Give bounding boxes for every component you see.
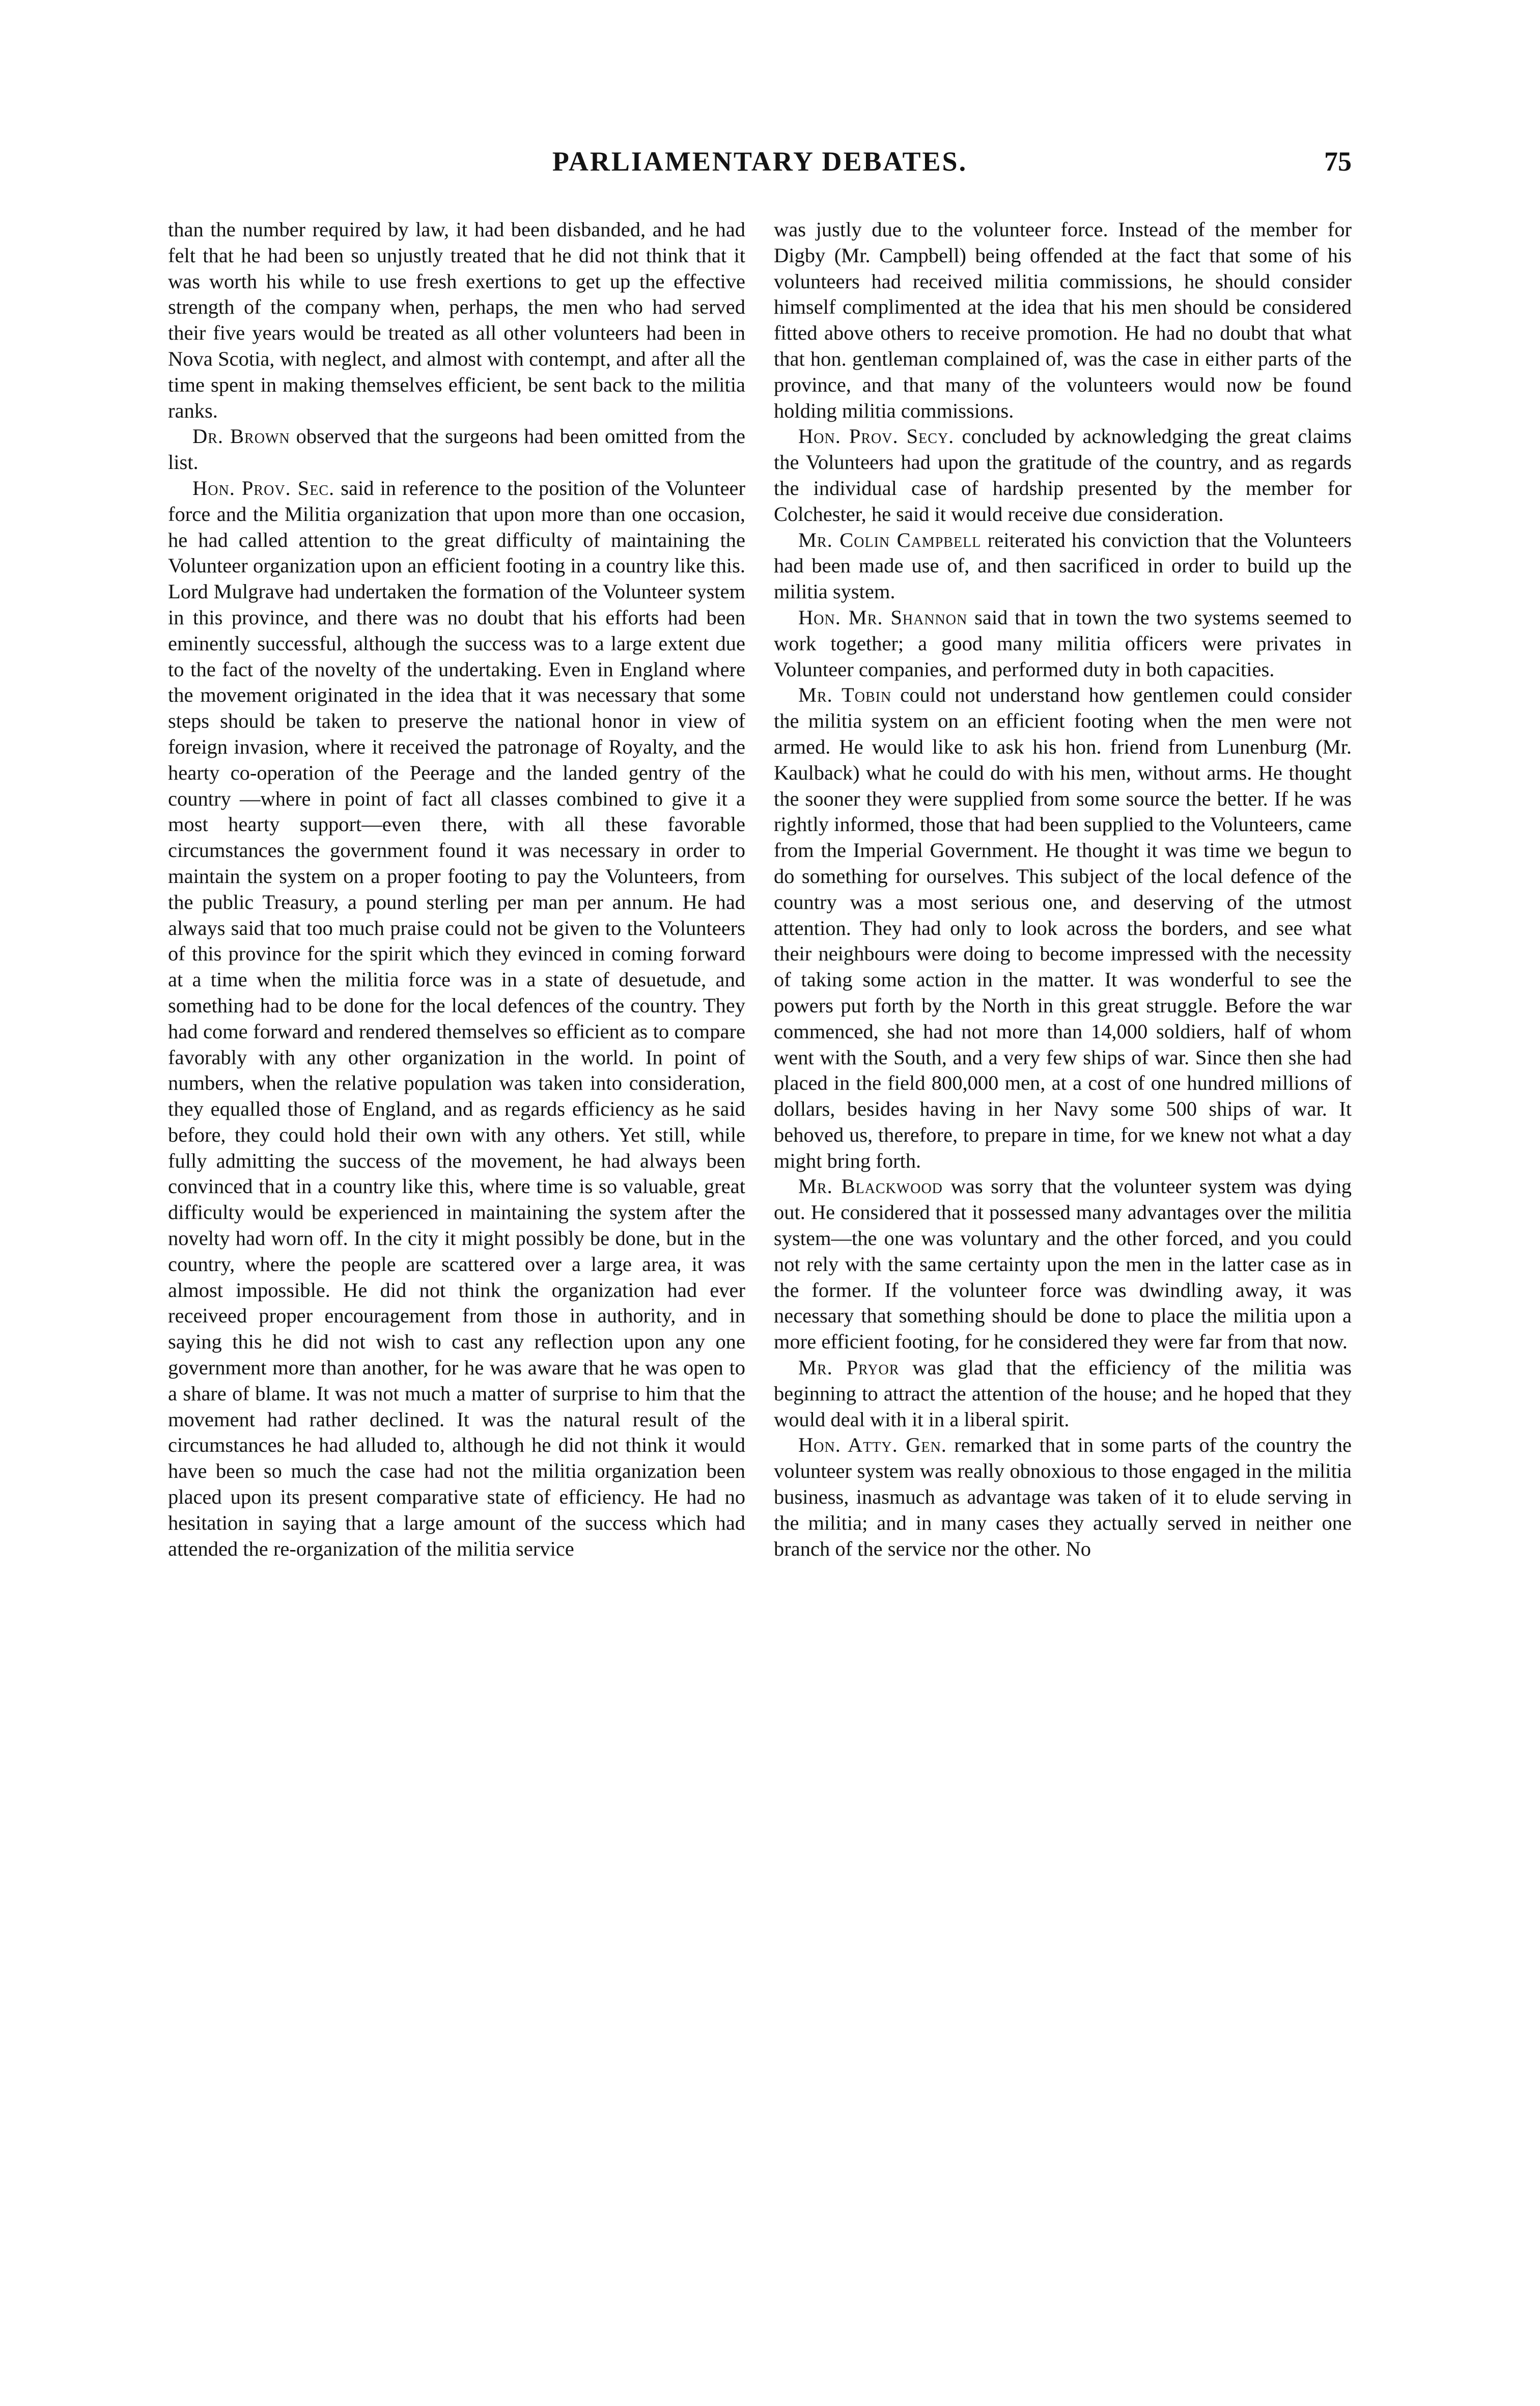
speaker-name: Dr. Brown [192, 425, 290, 448]
running-title: PARLIAMENTARY DEBATES. [552, 146, 968, 177]
speech-text: was sorry that the volunteer system was dying out. He considered that it possessed many advantages over the militia system—the one was voluntary and the other forced, and you could not rely with the same certainty upon the men in the latter case as in the former. If the volunteer force was dwindling away, it was necessary that something should be done to place the militia upon a more efficient footing, for he considered they were far from that now. [774, 1175, 1352, 1353]
paragraph [168, 424, 745, 476]
paragraph [168, 476, 745, 1562]
page-number: 75 [1324, 146, 1352, 177]
paragraph [774, 424, 1352, 527]
speaker-name: Hon. Atty. Gen. [798, 1433, 947, 1457]
paragraph [774, 1174, 1352, 1355]
speaker-name: Hon. Prov. Secy. [798, 425, 955, 448]
left-column [168, 217, 745, 1562]
page-header [168, 146, 1352, 186]
speech-text: could not understand how gentlemen could consider the militia system on an efficient footing when the men were not armed. He would like to ask his hon. friend from Lunenburg (Mr. Kaulback) what he could do with his men, without arms. He thought the sooner they were supplied from some source the better. If he was rightly informed, those that had been supplied to the Volunteers, came from the Imperial Government. He thought it was time we begun to do something for ourselves. This subject of the local defence of the country was a most serious one, and deserving of the utmost attention. They had only to look across the borders, and see what their neighbours were doing to become impressed with the necessity of taking some action in the matter. It was wonderful to see the powers put forth by the North in this great struggle. Before the war commenced, she had not more than 14,000 soldiers, half of whom went with the South, and a very few ships of war. Since then she had placed in the field 800,000 men, at a cost of one hundred millions of dollars, besides having in her Navy some 500 ships of war. It behoved us, therefore, to prepare in time, for we knew not what a day might bring forth. [774, 683, 1352, 1172]
speech-text: concluded by acknowledging the great claims the Volunteers had upon the gratitude of the country, and as regards the individual case of hardship presented by the member for Colchester, he said it would receive due consideration. [774, 425, 1352, 526]
speech-text: observed that the surgeons had been omitted from the list. [168, 425, 746, 474]
speech-text: was glad that the efficiency of the militia was beginning to attract the attention of the house; and he hoped that they would deal with it in a liberal spirit. [774, 1356, 1352, 1431]
speaker-name: Hon. Prov. Sec. [192, 476, 335, 500]
paragraph: than the number required by law, it had been disbanded, and he had felt that he had been so unjustly treated that he did not think that it was worth his while to use fresh exertions to get up the effective strength of the company when, perhaps, the men who had served their five years would be treated as all other volunteers had been in Nova Scotia, with neglect, and almost with contempt, and after all the time spent in making themselves efficient, be sent back to the militia ranks. [168, 218, 745, 422]
speaker-name: Mr. Blackwood [798, 1175, 943, 1198]
paragraph [774, 605, 1352, 682]
speaker-name: Mr. Tobin [798, 683, 892, 707]
speech-text: said in reference to the position of the Volunteer force and the Militia organization that upon more than one occasion, he had called attention to the great difficulty of maintaining the Volunteer organization upon an efficient footing in a country like this. Lord Mulgrave had undertaken the formation of the Volunteer system in this province, and there was no doubt that his efforts had been eminently successful, although the success was to a large extent due to the fact of the novelty of the undertaking. Even in England where the movement originated in the idea that it was necessary that some steps should be taken to preserve the national honor in view of foreign invasion, where it received the patronage of Royalty, and the hearty co-operation of the Peerage and the landed gentry of the country —where in point of fact all classes combined to give it a most hearty support—even there, with all these favorable circumstances the government found it was necessary in order to maintain the system on a proper footing to pay the Volunteers, from the public Treasury, a pound sterling per man per annum. He had always said that too much praise could not be given to the Volunteers of this province for the spirit which they evinced in coming forward at a time when the militia force was in a state of desuetude, and something had to be done for the local defences of the country. They had come forward and rendered themselves so efficient as to compare favorably with any other organization in the world. In point of numbers, when the relative population was taken into consideration, they equalled those of England, and as regards efficiency as he said before, they could hold their own with any others. Yet still, while fully admitting the success of the movement, he had always been convinced that in a country like this, where time is so valuable, great difficulty would be experienced in maintaining the system after the novelty had worn off. In the city it might possibly be done, but in the country, where the people are scattered over a large area, it was almost impossible. He did not think the organization had ever receiveed proper encouragement from those in authority, and in saying this he did not wish to cast any reflection upon any one government more than another, for he was aware that he was open to a share of blame. It was not much a matter of surprise to him that the movement had rather declined. It was the natural result of the circumstances he had alluded to, although he did not think it would have been so much the case had not the militia organization been placed upon its present comparative state of efficiency. He had no hesitation in saying that a large amount of the success which had attended the re-organization of the militia service [168, 476, 745, 1560]
speaker-name: Mr. Colin Campbell [798, 528, 982, 551]
speaker-name: Mr. Pryor [798, 1356, 900, 1379]
paragraph [774, 682, 1352, 1174]
speech-text: remarked that in some parts of the country the volunteer system was really obnoxious to those engaged in the militia business, inasmuch as advantage was taken of it to elude serving in the militia; and in many cases they actually served in neither one branch of the service nor the other. No [774, 1433, 1352, 1560]
paragraph [774, 1432, 1352, 1562]
paragraph [774, 1355, 1352, 1432]
speech-text: reiterated his conviction that the Volunteers had been made use of, and then sacrificed in order to build up the militia system. [774, 528, 1352, 603]
paragraph [774, 528, 1352, 605]
speech-text: said that in town the two systems seemed to work together; a good many militia officers were privates in Volunteer companies, and performed duty in both capacities. [774, 605, 1352, 681]
speaker-name: Hon. Mr. Shannon [798, 605, 968, 629]
right-column [774, 217, 1352, 1562]
paragraph: was justly due to the volunteer force. Instead of the member for Digby (Mr. Campbell) being offended at the fact that some of his volunteers had received militia commissions, he should consider himself complimented at the idea that his men should be considered fitted above others to receive promotion. He had no doubt that what that hon. gentleman complained of, was the case in either parts of the province, and that many of the volunteers would now be found holding militia commissions. [774, 218, 1352, 422]
